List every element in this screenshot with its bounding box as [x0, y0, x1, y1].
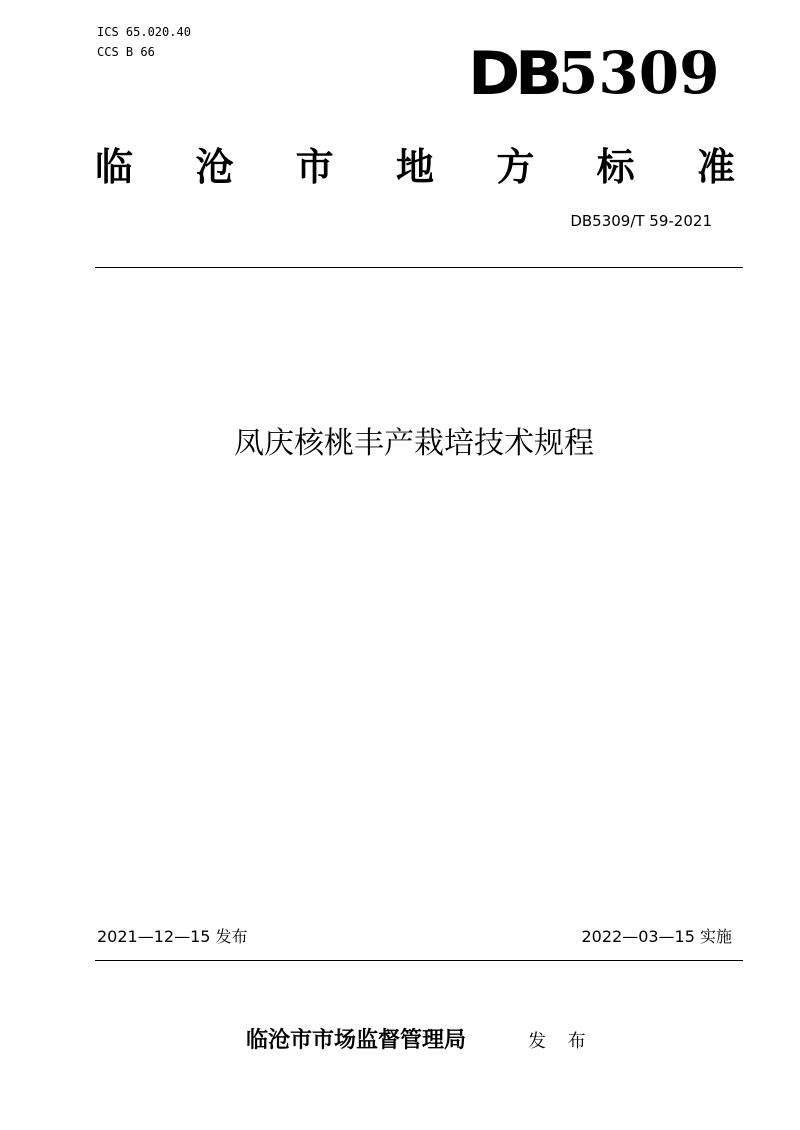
standard-number: DB5309/T 59-2021	[570, 212, 712, 230]
document-title: 凤庆核桃丰产栽培技术规程	[234, 426, 594, 461]
authority-char: 市	[295, 145, 334, 189]
authority-char: 地	[395, 145, 434, 189]
issue-date: 2021—12—15 发布	[97, 927, 248, 946]
logo-number: 5309	[558, 39, 720, 107]
issuer-name: 临沧市市场监督管理局	[246, 1028, 467, 1053]
ccs-code: CCS B 66	[97, 45, 155, 59]
effective-date: 2022—03—15 实施	[581, 927, 732, 946]
classification-codes	[97, 22, 191, 62]
logo-prefix: DB	[468, 39, 558, 109]
issuing-authority-heading	[95, 142, 735, 192]
top-divider	[95, 267, 743, 268]
ics-code: ICS 65.020.40	[97, 25, 191, 39]
db-logo	[468, 30, 720, 110]
authority-char: 临	[95, 145, 134, 189]
authority-char: 沧	[195, 145, 234, 189]
authority-char: 方	[496, 145, 535, 189]
bottom-divider	[95, 960, 743, 961]
authority-char: 准	[696, 145, 735, 189]
authority-char: 标	[596, 145, 635, 189]
issuer-verb: 发 布	[528, 1031, 594, 1052]
